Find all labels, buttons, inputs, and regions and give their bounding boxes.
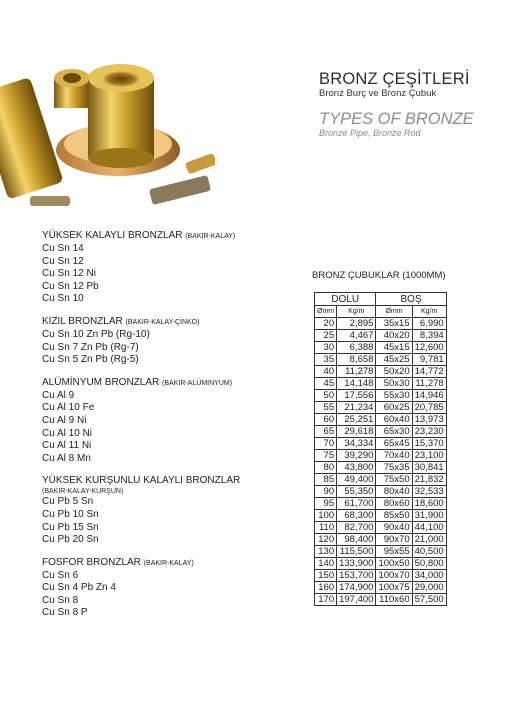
cell-bos-kg: 34,000 [412, 570, 446, 582]
cell-bos-kg: 23,100 [412, 450, 446, 462]
table-row [315, 450, 447, 462]
cell-bos-kg: 21,000 [412, 534, 446, 546]
cell-bos-kg: 12,600 [412, 342, 446, 354]
cell-dolu-diameter: 60 [315, 414, 337, 426]
cell-dolu-diameter: 150 [315, 570, 337, 582]
cell-dolu-kg: 61,700 [337, 498, 376, 510]
cell-dolu-kg: 39,290 [337, 450, 376, 462]
cell-dolu-diameter: 75 [315, 450, 337, 462]
table-row [315, 534, 447, 546]
cell-bos-kg: 50,800 [412, 558, 446, 570]
bronze-group [42, 230, 282, 306]
cell-dolu-diameter: 65 [315, 426, 337, 438]
group-composition-note: (BAKIR-KALAY) [143, 559, 194, 567]
alloy-item: Cu Pb 15 Sn [42, 521, 99, 533]
cell-bos-size: 90x70 [376, 534, 412, 546]
alloy-item: Cu Sn 4 Pb Zn 4 [42, 582, 116, 594]
cell-bos-size: 60x25 [376, 402, 412, 414]
group-composition-note: (BAKIR-KALAY-ÇİNKO) [125, 318, 200, 326]
cell-bos-size: 50x30 [376, 378, 412, 390]
cell-dolu-kg: 68,300 [337, 510, 376, 522]
cell-bos-kg: 11,278 [412, 378, 446, 390]
cell-bos-kg: 57,500 [412, 594, 446, 606]
cell-bos-size: 95x55 [376, 546, 412, 558]
cell-bos-kg: 14,772 [412, 366, 446, 378]
cell-dolu-diameter: 55 [315, 402, 337, 414]
cell-bos-kg: 31,900 [412, 510, 446, 522]
cell-bos-size: 100x75 [376, 582, 412, 594]
cell-dolu-kg: 29,618 [337, 426, 376, 438]
cell-bos-size: 60x40 [376, 414, 412, 426]
alloy-item: Cu Sn 10 Zn Pb (Rg-10) [42, 328, 150, 340]
bronze-group [42, 557, 282, 620]
table-row [315, 342, 447, 354]
col-dolu-header: DOLU [315, 293, 376, 306]
cell-bos-kg: 15,370 [412, 438, 446, 450]
cell-dolu-kg: 153,700 [337, 570, 376, 582]
table-row [315, 558, 447, 570]
cell-dolu-diameter: 170 [315, 594, 337, 606]
table-row [315, 462, 447, 474]
alloy-item: Cu Sn 12 Ni [42, 268, 96, 280]
cell-dolu-diameter: 85 [315, 474, 337, 486]
sub-header-kg: Kg/m [412, 306, 446, 318]
alloy-item: Cu Sn 8 P [42, 607, 88, 619]
cell-dolu-kg: 55,350 [337, 486, 376, 498]
cell-bos-size: 75x35 [376, 462, 412, 474]
cell-bos-size: 45x15 [376, 342, 412, 354]
table-row [315, 486, 447, 498]
cell-dolu-kg: 14,148 [337, 378, 376, 390]
cell-dolu-kg: 82,700 [337, 522, 376, 534]
title-block [319, 70, 474, 139]
rods-table-title: BRONZ ÇUBUKLAR (1000MM) [312, 270, 446, 281]
table-row [315, 354, 447, 366]
page-title-english: TYPES OF BRONZE [319, 110, 474, 128]
alloy-item: Cu Al 10 Ni [42, 427, 93, 439]
cell-bos-kg: 44,100 [412, 522, 446, 534]
alloy-item: Cu Sn 12 Pb [42, 280, 99, 292]
alloy-item: Cu Sn 10 [42, 293, 84, 305]
table-row [315, 570, 447, 582]
cell-dolu-diameter: 120 [315, 534, 337, 546]
alloy-item: Cu Al 8 Mn [42, 452, 91, 464]
cell-dolu-kg: 21,234 [337, 402, 376, 414]
cell-dolu-diameter: 130 [315, 546, 337, 558]
cell-dolu-diameter: 50 [315, 390, 337, 402]
page-subtitle: Bronz Burç ve Bronz Çubuk [319, 88, 437, 99]
cell-dolu-diameter: 30 [315, 342, 337, 354]
table-row [315, 390, 447, 402]
cell-bos-size: 110x60 [376, 594, 412, 606]
bronze-group [42, 316, 282, 367]
group-heading [42, 475, 282, 487]
cell-bos-size: 70x40 [376, 450, 412, 462]
cell-bos-size: 35x15 [376, 318, 412, 330]
cell-dolu-kg: 197,400 [337, 594, 376, 606]
cell-dolu-kg: 4,467 [337, 330, 376, 342]
cell-dolu-kg: 8,658 [337, 354, 376, 366]
cell-dolu-kg: 2,895 [337, 318, 376, 330]
col-bos-header: BOŞ [376, 293, 446, 306]
cell-bos-size: 55x30 [376, 390, 412, 402]
cell-dolu-kg: 133,900 [337, 558, 376, 570]
cell-dolu-diameter: 45 [315, 378, 337, 390]
alloy-item: Cu Sn 6 [42, 569, 79, 581]
cell-bos-kg: 23,230 [412, 426, 446, 438]
table-row [315, 498, 447, 510]
cell-dolu-diameter: 40 [315, 366, 337, 378]
cell-dolu-kg: 17,556 [337, 390, 376, 402]
cell-dolu-diameter: 160 [315, 582, 337, 594]
cell-dolu-kg: 43,800 [337, 462, 376, 474]
group-heading-text: KIZIL BRONZLAR [42, 315, 123, 327]
cell-bos-kg: 18,600 [412, 498, 446, 510]
table-row [315, 438, 447, 450]
table-row [315, 510, 447, 522]
bronze-group [42, 475, 282, 546]
alloy-item: Cu Sn 8 [42, 594, 79, 606]
cell-bos-kg: 8,394 [412, 330, 446, 342]
alloy-item: Cu Al 10 Fe [42, 402, 95, 414]
cell-bos-size: 100x50 [376, 558, 412, 570]
alloy-item: Cu Al 9 Ni [42, 414, 87, 426]
sub-header-kg: Kg/m [337, 306, 376, 318]
group-heading [42, 377, 282, 390]
cell-bos-size: 85x50 [376, 510, 412, 522]
cell-bos-kg: 32,533 [412, 486, 446, 498]
group-composition-note: (BAKIR-KALAY-KURŞUN) [42, 488, 124, 496]
cell-dolu-diameter: 20 [315, 318, 337, 330]
cell-bos-size: 45x25 [376, 354, 412, 366]
table-row [315, 546, 447, 558]
cell-dolu-kg: 34,334 [337, 438, 376, 450]
cell-bos-size: 100x70 [376, 570, 412, 582]
group-heading [42, 316, 282, 329]
cell-bos-kg: 29,000 [412, 582, 446, 594]
table-row [315, 474, 447, 486]
cell-dolu-kg: 25,251 [337, 414, 376, 426]
table-row [315, 522, 447, 534]
cell-dolu-kg: 49,400 [337, 474, 376, 486]
cell-bos-size: 65x45 [376, 438, 412, 450]
cell-dolu-diameter: 90 [315, 486, 337, 498]
cell-bos-size: 40x20 [376, 330, 412, 342]
cell-bos-kg: 14,946 [412, 390, 446, 402]
sub-header-diameter: Ømm [376, 306, 412, 318]
alloy-item: Cu Pb 5 Sn [42, 496, 94, 508]
table-row [315, 366, 447, 378]
cell-dolu-kg: 115,500 [337, 546, 376, 558]
table-row [315, 402, 447, 414]
group-heading-text: FOSFOR BRONZLAR [42, 556, 141, 568]
cell-dolu-diameter: 80 [315, 462, 337, 474]
alloy-item: Cu Sn 7 Zn Pb (Rg-7) [42, 341, 139, 353]
alloy-item: Cu Sn 12 [42, 255, 84, 267]
group-composition-note: (BAKIR-ALÜMİNYUM) [162, 379, 233, 387]
group-heading-text: YÜKSEK KALAYLI BRONZLAR [42, 230, 183, 241]
alloy-item: Cu Sn 5 Zn Pb (Rg-5) [42, 354, 139, 366]
cell-bos-size: 90x40 [376, 522, 412, 534]
cell-bos-kg: 30,841 [412, 462, 446, 474]
cell-dolu-kg: 11,278 [337, 366, 376, 378]
cell-bos-size: 80x60 [376, 498, 412, 510]
alloy-item: Cu Sn 14 [42, 243, 84, 254]
cell-bos-kg: 21,832 [412, 474, 446, 486]
cell-bos-kg: 9,781 [412, 354, 446, 366]
group-heading-text: ALÜMİNYUM BRONZLAR [42, 376, 160, 388]
alloy-item: Cu Pb 10 Sn [42, 508, 99, 520]
cell-dolu-kg: 98,400 [337, 534, 376, 546]
cell-dolu-kg: 174,900 [337, 582, 376, 594]
table-row [315, 582, 447, 594]
bronze-group [42, 377, 282, 466]
cell-bos-kg: 6,990 [412, 318, 446, 330]
sub-header-diameter: Ømm [315, 306, 337, 318]
cell-dolu-diameter: 110 [315, 522, 337, 534]
group-composition-note: (BAKIR-KALAY) [185, 233, 236, 240]
cell-dolu-diameter: 70 [315, 438, 337, 450]
cell-bos-kg: 13,973 [412, 414, 446, 426]
bronze-parts-photo [0, 58, 215, 208]
cell-dolu-diameter: 35 [315, 354, 337, 366]
cell-bos-size: 65x30 [376, 426, 412, 438]
cell-bos-size: 80x40 [376, 486, 412, 498]
cell-dolu-kg: 6,388 [337, 342, 376, 354]
bronze-types-list [42, 230, 282, 630]
alloy-item: Cu Al 11 Ni [42, 440, 92, 452]
cell-dolu-diameter: 140 [315, 558, 337, 570]
group-heading [42, 230, 282, 243]
table-row [315, 594, 447, 606]
cell-bos-kg: 40,500 [412, 546, 446, 558]
page-subtitle-english: Bronze Pipe, Bronze Rod [319, 128, 421, 138]
table-row [315, 414, 447, 426]
alloy-item: Cu Pb 20 Sn [42, 534, 99, 546]
group-heading-text: YÜKSEK KURŞUNLU KALAYLI BRONZLAR [42, 475, 241, 487]
cell-bos-size: 50x20 [376, 366, 412, 378]
cell-bos-kg: 20,785 [412, 402, 446, 414]
cell-bos-size: 75x50 [376, 474, 412, 486]
rods-table [314, 292, 447, 606]
table-row [315, 378, 447, 390]
table-row [315, 426, 447, 438]
alloy-item: Cu Al 9 [42, 389, 75, 401]
table-row [315, 318, 447, 330]
cell-dolu-diameter: 25 [315, 330, 337, 342]
table-row [315, 330, 447, 342]
cell-dolu-diameter: 95 [315, 498, 337, 510]
group-heading [42, 557, 282, 570]
page-title: BRONZ ÇEŞİTLERİ [319, 70, 470, 88]
cell-dolu-diameter: 100 [315, 510, 337, 522]
